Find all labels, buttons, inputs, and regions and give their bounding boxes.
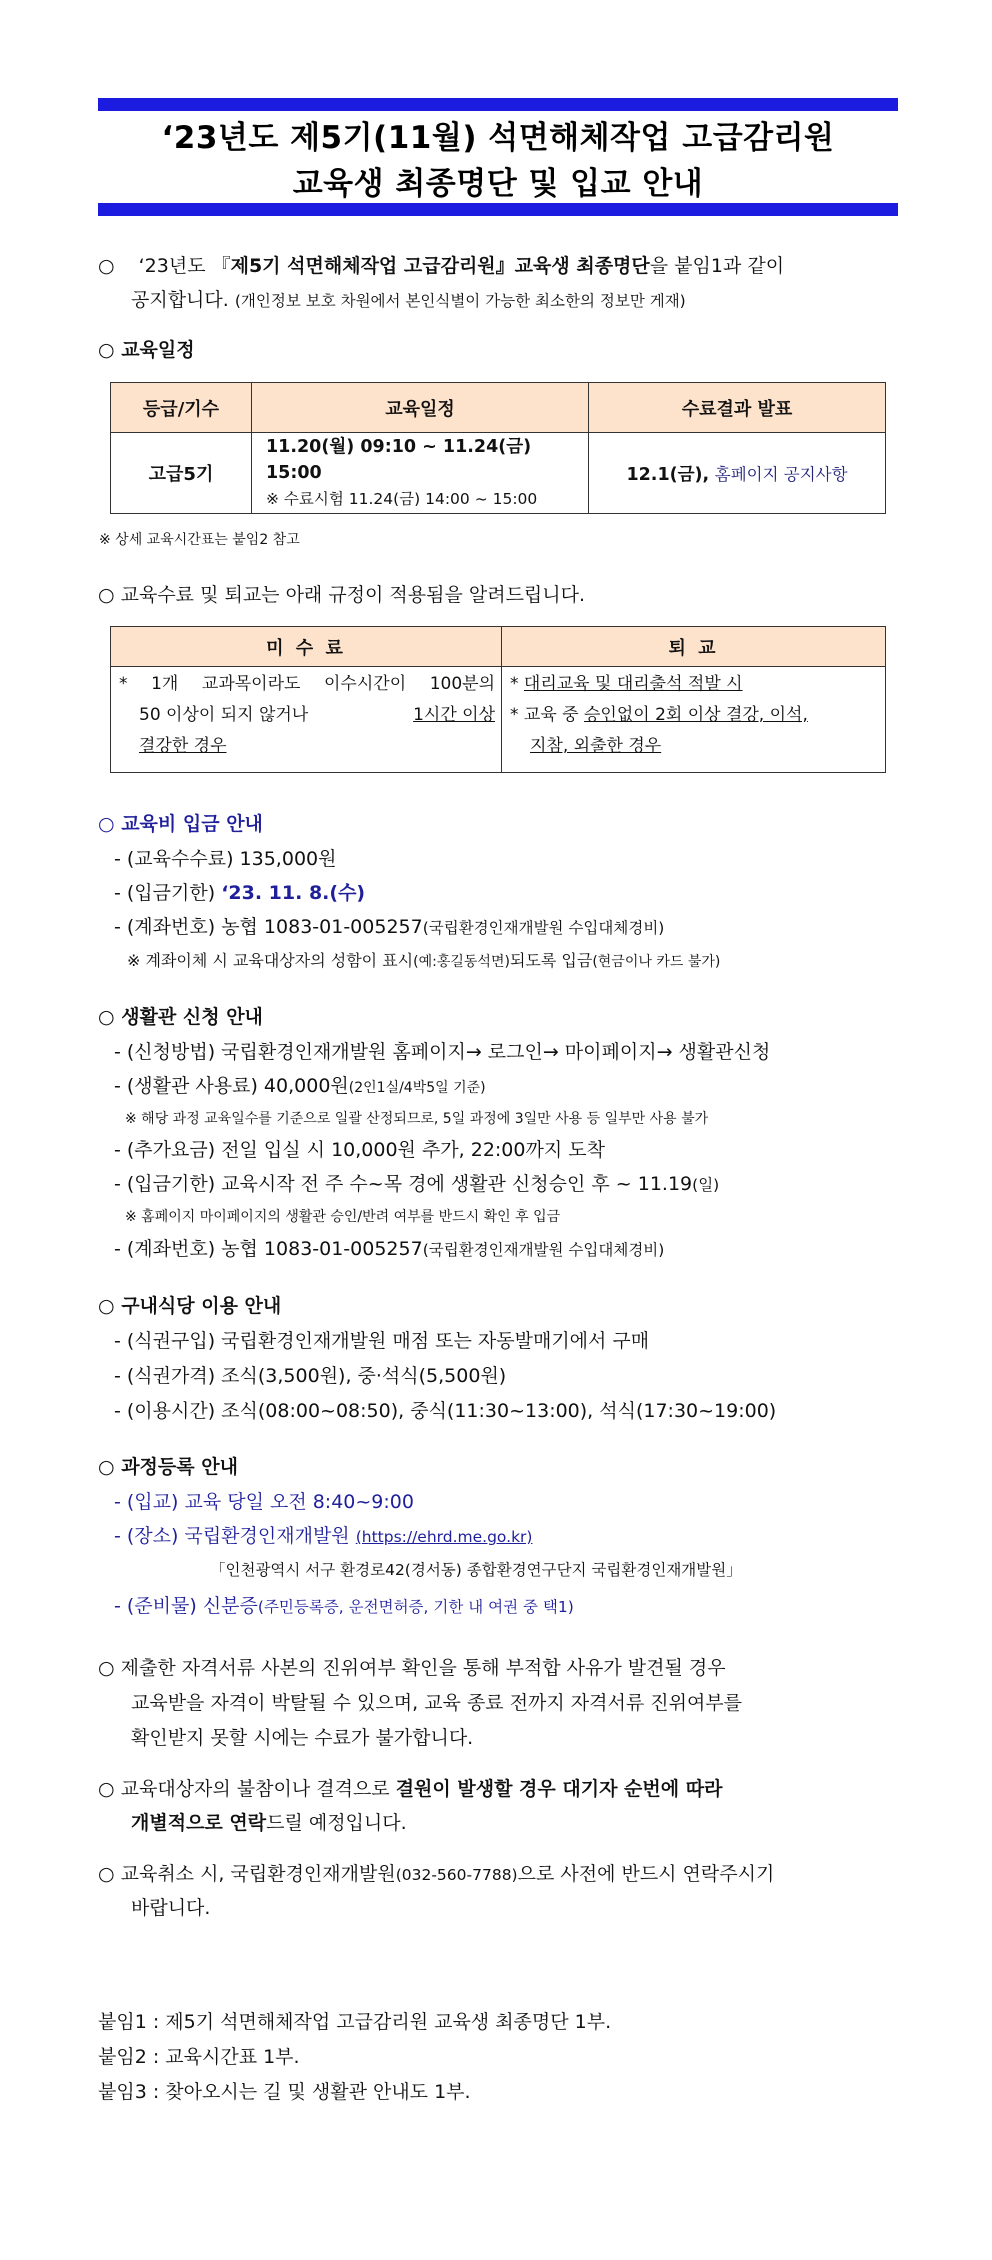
fee-value-2: ‘23. 11. 8.(수) [221, 882, 366, 904]
dorm-item-5 [114, 1232, 664, 1267]
registration-address: 「인천광역시 서구 환경로42(경서동) 종합환경연구단지 국립환경인재개발원」 [210, 1561, 742, 1579]
schedule-note: ※ 상세 교육시간표는 붙임2 참고 [99, 532, 300, 548]
result-where: 홈페이지 공지사항 [714, 464, 848, 484]
schedule-period-cell [252, 433, 589, 514]
intro-pre: ‘23년도 『 [138, 255, 231, 277]
fee-item-2 [114, 876, 365, 910]
incomplete-line2a: 50 이상이 되지 않거나 [139, 705, 309, 725]
intro-line2-main: 공지합니다. [131, 289, 229, 311]
dorm-item-1: - (신청방법) 국립환경인재개발원 홈페이지→ 로그인→ 마이페이지→ 생활관신청 [114, 1041, 771, 1063]
notice-3b: (032-560-7788) [395, 1866, 518, 1884]
intro-line2 [131, 283, 686, 318]
rules-table [110, 626, 886, 773]
fee-value-1: 135,000원 [239, 848, 337, 870]
notice-1-line3: 확인받지 못할 시에는 수료가 불가합니다. [131, 1727, 474, 1749]
fee-heading: ○ 교육비 입금 안내 [98, 813, 263, 835]
dorm-item-2b: (2인1실/4박5일 기준) [348, 1080, 486, 1096]
notice-1-line1: ○ 제출한 자격서류 사본의 진위여부 확인을 통해 부적합 사유가 발견될 경우 [98, 1657, 726, 1679]
rules-header-incomplete: 미 수 료 [111, 627, 502, 667]
rules-header-dismiss: 퇴 교 [502, 627, 886, 667]
notice-2d: 드릴 예정입니다. [266, 1812, 407, 1834]
dismiss-line3 [510, 731, 879, 762]
registration-website-link[interactable]: (https://ehrd.me.go.kr) [355, 1528, 533, 1546]
notice-2b: 결원이 발생할 경우 대기자 순번에 따라 [395, 1778, 723, 1800]
dorm-item-3: - (추가요금) 전일 입실 시 10,000원 추가, 22:00까지 도착 [114, 1139, 605, 1161]
notice-2a: ○ 교육대상자의 불참이나 결격으로 [98, 1778, 390, 1800]
bullet: ○ [98, 255, 115, 277]
attachment-1: 붙임1 : 제5기 석면해체작업 고급감리원 교육생 최종명단 1부. [98, 2011, 612, 2033]
fee-note-b: (예:홍길동석면) [413, 954, 510, 970]
intro-line1 [98, 249, 784, 283]
fee-value-3: 농협 1083-01-005257 [221, 916, 423, 938]
notice-2-line1 [98, 1772, 722, 1806]
notice-2c: 개별적으로 연락 [131, 1812, 267, 1834]
registration-heading: ○ 과정등록 안내 [98, 1456, 238, 1478]
registration-item-2a: - (장소) 국립환경인재개발원 [114, 1525, 350, 1547]
dorm-item-4 [114, 1167, 719, 1202]
table-row [111, 667, 886, 773]
schedule-exam: ※ 수료시험 11.24(금) 14:00 ~ 15:00 [266, 490, 538, 508]
dismiss-line1: * 대리교육 및 대리출석 적발 시 [510, 674, 743, 694]
incomplete-line2 [119, 700, 495, 731]
notice-3a: ○ 교육취소 시, 국립환경인재개발원 [98, 1863, 396, 1885]
registration-item-3 [114, 1589, 574, 1624]
schedule-header-period: 교육일정 [252, 383, 589, 433]
schedule-heading: ○ 교육일정 [98, 339, 195, 361]
cafeteria-item-2: - (식권가격) 조식(3,500원), 중·석식(5,500원) [114, 1365, 507, 1387]
notice-3-line1 [98, 1857, 774, 1892]
dismiss-line3-text: 지참, 외출한 경우 [530, 736, 662, 756]
schedule-header-grade: 등급/기수 [111, 383, 252, 433]
title-top-bar [98, 98, 898, 111]
registration-item-3b: (주민등록증, 운전면허증, 기한 내 여권 중 택1) [257, 1598, 574, 1616]
registration-item-3a: - (준비물) 신분증 [114, 1595, 258, 1617]
attachment-3: 붙임3 : 찾아오시는 길 및 생활관 안내도 1부. [98, 2081, 471, 2103]
fee-item-3 [114, 910, 664, 945]
fee-extra-3: (국립환경인재개발원 수입대체경비) [422, 919, 665, 937]
incomplete-line2b: 1시간 이상 [413, 705, 495, 725]
notice-2-line2 [131, 1806, 407, 1840]
schedule-result-cell [589, 433, 886, 514]
cafeteria-heading: ○ 구내식당 이용 안내 [98, 1295, 282, 1317]
fee-note-c: 되도록 입금 [509, 951, 593, 970]
intro-bold: 제5기 석면해체작업 고급감리원』교육생 최종명단 [230, 255, 650, 277]
fee-note [127, 944, 720, 979]
table-row [111, 433, 886, 514]
dismiss-line2a: 교육 중 [523, 705, 579, 725]
notice-1-line2: 교육받을 자격이 박탈될 수 있으며, 교육 종료 전까지 자격서류 진위여부를 [131, 1692, 743, 1714]
cafeteria-item-3: - (이용시간) 조식(08:00~08:50), 중식(11:30~13:00), 석식(17:30~19:00) [114, 1400, 777, 1422]
rules-incomplete-cell [111, 667, 502, 773]
dorm-item-2a: - (생활관 사용료) 40,000원 [114, 1075, 349, 1097]
dorm-item-5a: - (계좌번호) 농협 1083-01-005257 [114, 1238, 423, 1260]
fee-label-1: - (교육수수료) [114, 848, 234, 870]
fee-label-2: - (입금기한) [114, 882, 216, 904]
dorm-item-2 [114, 1069, 486, 1105]
intro-post: 을 붙임1과 같이 [649, 255, 785, 277]
notice-3-line2: 바랍니다. [131, 1897, 211, 1919]
dorm-item-4a: - (입금기한) 교육시작 전 주 수~목 경에 생활관 신청승인 후 ~ 11.19 [114, 1173, 693, 1195]
dismiss-line2: * 교육 중 승인없이 2회 이상 결강, 이석, [510, 705, 808, 725]
dorm-heading: ○ 생활관 신청 안내 [98, 1006, 263, 1028]
schedule-grade: 고급5기 [111, 433, 252, 514]
schedule-period: 11.20(월) 09:10 ~ 11.24(금) 15:00 [266, 437, 532, 483]
incomplete-line3 [119, 731, 495, 762]
registration-item-1: - (입교) 교육 당일 오전 8:40~9:00 [114, 1491, 414, 1513]
notice-3c: 으로 사전에 반드시 연락주시기 [517, 1863, 775, 1885]
page-title-line2: 교육생 최종명단 및 입교 안내 [292, 166, 704, 202]
incomplete-line3-text: 결강한 경우 [139, 736, 227, 756]
fee-item-1 [114, 842, 336, 876]
dismiss-line1-text: 대리교육 및 대리출석 적발 시 [523, 674, 743, 694]
dorm-item-5b: (국립환경인재개발원 수입대체경비) [422, 1241, 665, 1259]
incomplete-line1: * 1개 교과목이라도 이수시간이 100분의 [119, 674, 495, 694]
fee-label-3: - (계좌번호) [114, 916, 216, 938]
dorm-item-4b: (일) [692, 1176, 720, 1194]
registration-item-2 [114, 1519, 532, 1554]
rules-intro: ○ 교육수료 및 퇴교는 아래 규정이 적용됨을 알려드립니다. [98, 584, 586, 606]
fee-note-d: (현금이나 카드 불가) [592, 954, 721, 970]
cafeteria-item-1: - (식권구입) 국립환경인재개발원 매점 또는 자동발매기에서 구매 [114, 1330, 650, 1352]
attachment-2: 붙임2 : 교육시간표 1부. [98, 2046, 300, 2068]
result-date: 12.1(금), [626, 464, 710, 485]
rules-dismiss-cell [502, 667, 886, 773]
fee-note-a: ※ 계좌이체 시 교육대상자의 성함이 표시 [127, 951, 414, 970]
schedule-table [110, 382, 886, 514]
schedule-header-result: 수료결과 발표 [589, 383, 886, 433]
dorm-note-1: ※ 해당 과정 교육일수를 기준으로 일괄 산정되므로, 5일 과정에 3일만 사용 등 일부만 사용 불가 [125, 1111, 709, 1127]
page-title-line1: ‘23년도 제5기(11월) 석면해체작업 고급감리원 [161, 120, 835, 156]
title-bottom-bar [98, 203, 898, 216]
dismiss-line2b: 승인없이 2회 이상 결강, 이석, [583, 705, 808, 725]
dorm-note-2: ※ 홈페이지 마이페이지의 생활관 승인/반려 여부를 반드시 확인 후 입금 [125, 1209, 561, 1225]
intro-privacy-note: (개인정보 보호 차원에서 본인식별이 가능한 최소한의 정보만 게재) [234, 292, 686, 310]
